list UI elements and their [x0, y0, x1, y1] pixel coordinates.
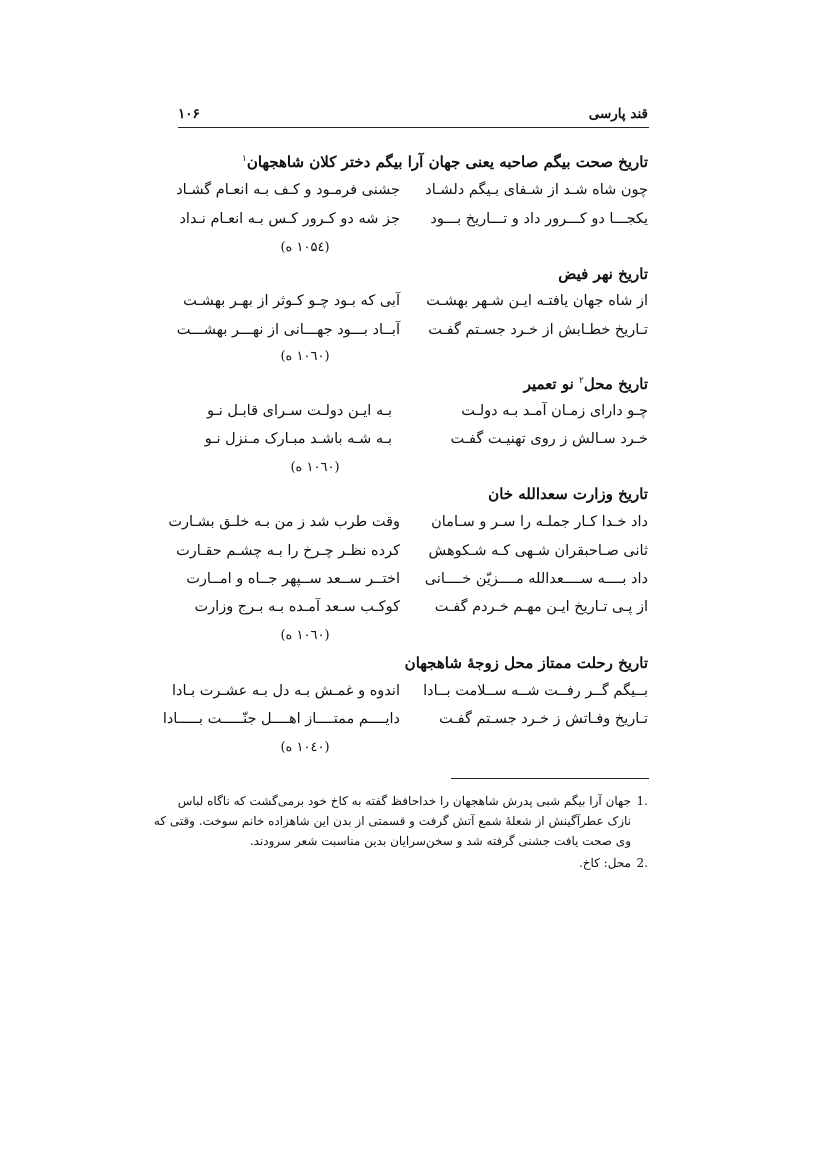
section-title: تاریخ وزارت سعدالله خان: [488, 485, 648, 503]
hemistich-right: داد بــــه ســــعدالله مــــزیّن خــــانی: [424, 571, 648, 587]
footnote-rule: [451, 778, 649, 779]
date-label: (۱۰۵٤ ه): [280, 240, 330, 255]
hemistich-right: از شاه جهان یافتـه ایـن شـهر بهشـت: [426, 293, 648, 309]
hemistich-right: چـو دارای زمـان آمـد بـه دولـت: [461, 403, 648, 419]
date-label: (۱۰٦۰ ه): [280, 349, 330, 364]
footnote-line: محل: کاخ.: [578, 856, 631, 870]
date-label: (۱۰٦۰ ه): [290, 460, 340, 475]
hemistich-left: کرده نظـر چـرخ را بـه چشـم حقـارت: [176, 543, 400, 559]
hemistich-left: وقت طرب شد ز من بـه خلـق بشـارت: [168, 514, 400, 530]
hemistich-left: بـه شـه باشـد مبـارک مـنزل نـو: [204, 431, 392, 447]
hemistich-left: بـه ایـن دولـت سـرای قابـل نـو: [207, 403, 392, 419]
footnote-number: 1.: [636, 794, 648, 808]
page-number: ۱۰۶: [178, 106, 200, 122]
footnote-line: جهان آرا بیگم شبی پدرش شاهجهان را خداحافظ گفته به کاخ خود برمی‌گشت که ناگاه لباس: [177, 794, 631, 808]
hemistich-right: تـاریخ وفـاتش ز خـرد جسـتم گفـت: [439, 711, 648, 727]
date-label: (۱۰٤۰ ه): [280, 740, 330, 755]
section-title: تاریخ صحت بیگم صاحبه یعنی جهان آرا بیگم دختر کلان شاهجهان$^۱$: [241, 153, 648, 171]
header-rule: [178, 127, 649, 128]
hemistich-left: اندوه و غمـش بـه دل بـه عشـرت بـادا: [171, 683, 400, 699]
hemistich-left: دایــــم ممتــــاز اهــــل جنّـــــت بـــــادا: [162, 711, 400, 727]
hemistich-right: یکجـــا دو کـــرور داد و تـــاریخ بـــود: [430, 211, 648, 227]
running-header-title: قند پارسی: [588, 106, 648, 122]
hemistich-left: آبــاد بـــود جهـــانی از نهـــر بهشـــت: [176, 322, 400, 338]
hemistich-left: آبی که بـود چـو کـوثر از بهـر بهشـت: [183, 293, 400, 309]
section-title: تاریخ محل$^۲$ نو تعمیر: [523, 375, 648, 393]
hemistich-left: جشنی فرمـود و کـف بـه انعـام گشـاد: [176, 182, 400, 198]
hemistich-right: داد خـدا کـار جملـه را سـر و سـامان: [431, 514, 648, 530]
hemistich-right: ثانی صـاحبقران شـهی کـه شـکوهش: [428, 543, 648, 559]
hemistich-right: چون شاه شـد از شـفای بـیگم دلشـاد: [425, 182, 648, 198]
hemistich-left: جز شه دو کـرور کـس بـه انعـام نـداد: [179, 211, 400, 227]
date-label: (۱۰٦۰ ه): [280, 628, 330, 643]
section-title: تاریخ رحلت ممتاز محل زوجهٔ شاهجهان: [404, 654, 648, 672]
hemistich-right: از پـی تـاریخ ایـن مهـم خـردم گفـت: [434, 599, 648, 615]
hemistich-right: تـاریخ خطـابش از خـرد جسـتم گفـت: [428, 322, 648, 338]
hemistich-right: خـرد سـالش ز روی تهنیـت گفـت: [450, 431, 648, 447]
footnote-number: 2.: [636, 856, 648, 870]
section-title: تاریخ نهر فیض: [558, 265, 648, 283]
hemistich-right: بــیگم گــر رفــت شــه ســلامت بــادا: [423, 683, 648, 699]
footnote-line: وی صحت یافت جشنی گرفته شد و سخن‌سرایان بدین مناسبت شعر سرودند.: [249, 834, 631, 848]
footnote-line: نازک عطرآگینش از شعلهٔ شمع آتش گرفت و قسمتی از بدن این شاهزاده خانم سوخت. وقتی که: [153, 814, 631, 828]
hemistich-left: کوکـب سـعد آمـده بـه بـرج وزارت: [194, 599, 400, 615]
hemistich-left: اختــر ســعد ســپهر جــاه و امــارت: [186, 571, 400, 587]
